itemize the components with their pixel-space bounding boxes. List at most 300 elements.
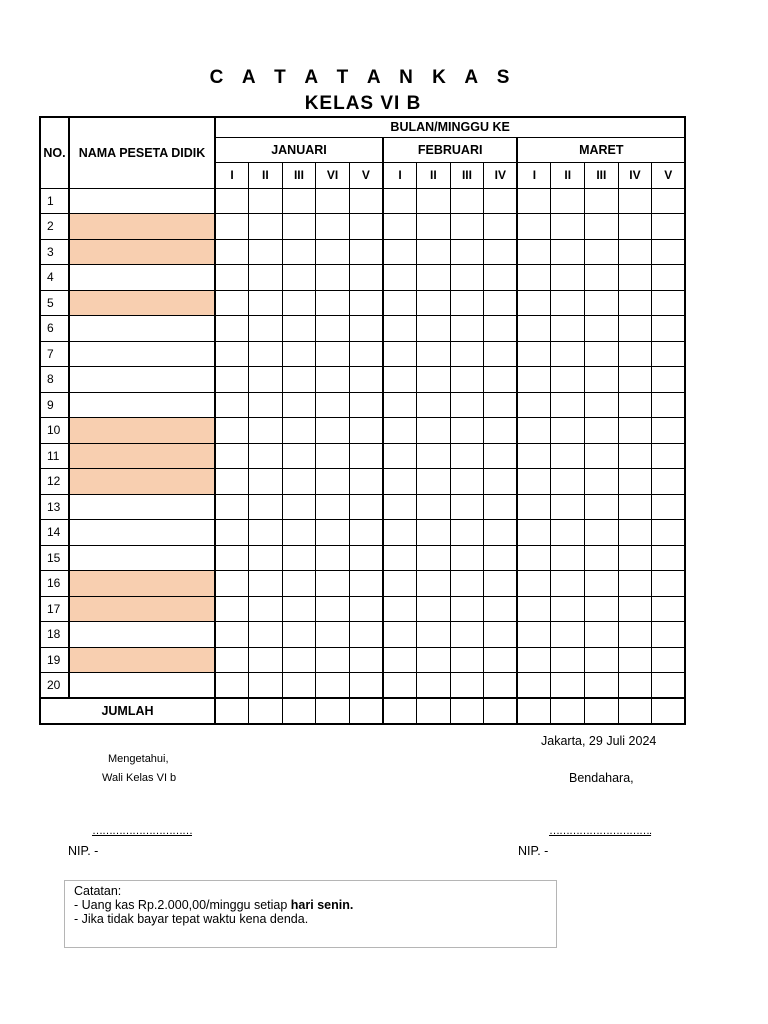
payment-cell[interactable] (316, 316, 350, 342)
payment-cell[interactable] (585, 622, 619, 648)
payment-cell[interactable] (585, 188, 619, 214)
payment-cell[interactable] (383, 443, 417, 469)
total-cell[interactable] (652, 698, 686, 724)
payment-cell[interactable] (618, 188, 652, 214)
payment-cell[interactable] (450, 341, 484, 367)
payment-cell[interactable] (618, 392, 652, 418)
payment-cell[interactable] (215, 290, 249, 316)
payment-cell[interactable] (517, 418, 551, 444)
total-cell[interactable] (349, 698, 383, 724)
total-cell[interactable] (551, 698, 585, 724)
payment-cell[interactable] (450, 520, 484, 546)
payment-cell[interactable] (551, 622, 585, 648)
payment-cell[interactable] (249, 622, 283, 648)
payment-cell[interactable] (652, 673, 686, 699)
total-cell[interactable] (585, 698, 619, 724)
payment-cell[interactable] (215, 494, 249, 520)
payment-cell[interactable] (249, 265, 283, 291)
payment-cell[interactable] (517, 188, 551, 214)
payment-cell[interactable] (450, 443, 484, 469)
payment-cell[interactable] (450, 290, 484, 316)
payment-cell[interactable] (349, 596, 383, 622)
payment-cell[interactable] (450, 392, 484, 418)
payment-cell[interactable] (585, 443, 619, 469)
payment-cell[interactable] (585, 265, 619, 291)
payment-cell[interactable] (517, 443, 551, 469)
payment-cell[interactable] (517, 494, 551, 520)
payment-cell[interactable] (383, 622, 417, 648)
payment-cell[interactable] (383, 290, 417, 316)
payment-cell[interactable] (618, 673, 652, 699)
payment-cell[interactable] (417, 188, 451, 214)
payment-cell[interactable] (484, 443, 518, 469)
payment-cell[interactable] (517, 239, 551, 265)
payment-cell[interactable] (484, 469, 518, 495)
payment-cell[interactable] (282, 494, 316, 520)
payment-cell[interactable] (215, 647, 249, 673)
payment-cell[interactable] (450, 494, 484, 520)
payment-cell[interactable] (349, 418, 383, 444)
payment-cell[interactable] (484, 316, 518, 342)
payment-cell[interactable] (316, 494, 350, 520)
payment-cell[interactable] (383, 418, 417, 444)
payment-cell[interactable] (215, 392, 249, 418)
payment-cell[interactable] (450, 239, 484, 265)
payment-cell[interactable] (450, 316, 484, 342)
payment-cell[interactable] (249, 469, 283, 495)
payment-cell[interactable] (417, 520, 451, 546)
payment-cell[interactable] (383, 239, 417, 265)
payment-cell[interactable] (282, 443, 316, 469)
payment-cell[interactable] (349, 673, 383, 699)
payment-cell[interactable] (551, 367, 585, 393)
payment-cell[interactable] (585, 367, 619, 393)
payment-cell[interactable] (551, 673, 585, 699)
total-cell[interactable] (618, 698, 652, 724)
payment-cell[interactable] (349, 469, 383, 495)
payment-cell[interactable] (484, 596, 518, 622)
payment-cell[interactable] (551, 392, 585, 418)
payment-cell[interactable] (349, 545, 383, 571)
payment-cell[interactable] (517, 265, 551, 291)
payment-cell[interactable] (249, 545, 283, 571)
payment-cell[interactable] (551, 545, 585, 571)
payment-cell[interactable] (652, 443, 686, 469)
payment-cell[interactable] (282, 265, 316, 291)
payment-cell[interactable] (316, 520, 350, 546)
payment-cell[interactable] (316, 239, 350, 265)
payment-cell[interactable] (618, 469, 652, 495)
payment-cell[interactable] (652, 367, 686, 393)
payment-cell[interactable] (383, 214, 417, 240)
payment-cell[interactable] (585, 214, 619, 240)
payment-cell[interactable] (282, 469, 316, 495)
payment-cell[interactable] (551, 494, 585, 520)
payment-cell[interactable] (349, 443, 383, 469)
student-name-cell[interactable] (69, 316, 215, 342)
payment-cell[interactable] (585, 571, 619, 597)
payment-cell[interactable] (316, 545, 350, 571)
payment-cell[interactable] (551, 265, 585, 291)
payment-cell[interactable] (215, 545, 249, 571)
payment-cell[interactable] (450, 545, 484, 571)
payment-cell[interactable] (517, 520, 551, 546)
payment-cell[interactable] (618, 596, 652, 622)
payment-cell[interactable] (215, 188, 249, 214)
payment-cell[interactable] (450, 622, 484, 648)
payment-cell[interactable] (484, 622, 518, 648)
payment-cell[interactable] (249, 316, 283, 342)
payment-cell[interactable] (585, 341, 619, 367)
payment-cell[interactable] (618, 520, 652, 546)
payment-cell[interactable] (349, 265, 383, 291)
payment-cell[interactable] (551, 520, 585, 546)
payment-cell[interactable] (383, 647, 417, 673)
payment-cell[interactable] (484, 571, 518, 597)
payment-cell[interactable] (215, 596, 249, 622)
total-cell[interactable] (383, 698, 417, 724)
payment-cell[interactable] (282, 316, 316, 342)
payment-cell[interactable] (249, 214, 283, 240)
payment-cell[interactable] (585, 647, 619, 673)
payment-cell[interactable] (618, 418, 652, 444)
payment-cell[interactable] (383, 673, 417, 699)
payment-cell[interactable] (383, 265, 417, 291)
payment-cell[interactable] (450, 571, 484, 597)
payment-cell[interactable] (215, 341, 249, 367)
payment-cell[interactable] (417, 622, 451, 648)
student-name-cell[interactable] (69, 545, 215, 571)
payment-cell[interactable] (585, 418, 619, 444)
payment-cell[interactable] (484, 290, 518, 316)
payment-cell[interactable] (517, 622, 551, 648)
student-name-cell[interactable] (69, 571, 215, 597)
payment-cell[interactable] (652, 418, 686, 444)
payment-cell[interactable] (618, 239, 652, 265)
payment-cell[interactable] (585, 392, 619, 418)
student-name-cell[interactable] (69, 469, 215, 495)
total-cell[interactable] (282, 698, 316, 724)
payment-cell[interactable] (282, 392, 316, 418)
payment-cell[interactable] (417, 494, 451, 520)
total-cell[interactable] (484, 698, 518, 724)
payment-cell[interactable] (316, 290, 350, 316)
total-cell[interactable] (215, 698, 249, 724)
payment-cell[interactable] (450, 367, 484, 393)
payment-cell[interactable] (585, 545, 619, 571)
payment-cell[interactable] (316, 341, 350, 367)
payment-cell[interactable] (249, 571, 283, 597)
payment-cell[interactable] (249, 596, 283, 622)
student-name-cell[interactable] (69, 673, 215, 699)
payment-cell[interactable] (417, 571, 451, 597)
payment-cell[interactable] (585, 596, 619, 622)
payment-cell[interactable] (551, 647, 585, 673)
payment-cell[interactable] (618, 622, 652, 648)
student-name-cell[interactable] (69, 239, 215, 265)
payment-cell[interactable] (249, 341, 283, 367)
payment-cell[interactable] (249, 239, 283, 265)
payment-cell[interactable] (349, 494, 383, 520)
payment-cell[interactable] (484, 239, 518, 265)
payment-cell[interactable] (417, 469, 451, 495)
payment-cell[interactable] (215, 316, 249, 342)
payment-cell[interactable] (585, 469, 619, 495)
student-name-cell[interactable] (69, 214, 215, 240)
payment-cell[interactable] (316, 647, 350, 673)
student-name-cell[interactable] (69, 341, 215, 367)
student-name-cell[interactable] (69, 520, 215, 546)
payment-cell[interactable] (282, 596, 316, 622)
payment-cell[interactable] (585, 290, 619, 316)
student-name-cell[interactable] (69, 265, 215, 291)
payment-cell[interactable] (517, 214, 551, 240)
payment-cell[interactable] (417, 647, 451, 673)
payment-cell[interactable] (517, 469, 551, 495)
payment-cell[interactable] (349, 520, 383, 546)
payment-cell[interactable] (249, 673, 283, 699)
total-cell[interactable] (450, 698, 484, 724)
payment-cell[interactable] (517, 545, 551, 571)
payment-cell[interactable] (417, 596, 451, 622)
payment-cell[interactable] (585, 520, 619, 546)
payment-cell[interactable] (551, 443, 585, 469)
payment-cell[interactable] (551, 469, 585, 495)
payment-cell[interactable] (282, 290, 316, 316)
payment-cell[interactable] (215, 418, 249, 444)
payment-cell[interactable] (450, 647, 484, 673)
payment-cell[interactable] (316, 673, 350, 699)
payment-cell[interactable] (585, 316, 619, 342)
payment-cell[interactable] (484, 647, 518, 673)
payment-cell[interactable] (215, 214, 249, 240)
payment-cell[interactable] (484, 265, 518, 291)
payment-cell[interactable] (417, 341, 451, 367)
payment-cell[interactable] (282, 214, 316, 240)
payment-cell[interactable] (517, 392, 551, 418)
payment-cell[interactable] (652, 469, 686, 495)
payment-cell[interactable] (316, 571, 350, 597)
payment-cell[interactable] (652, 341, 686, 367)
payment-cell[interactable] (316, 418, 350, 444)
payment-cell[interactable] (652, 520, 686, 546)
payment-cell[interactable] (551, 341, 585, 367)
payment-cell[interactable] (282, 571, 316, 597)
payment-cell[interactable] (484, 367, 518, 393)
payment-cell[interactable] (417, 392, 451, 418)
payment-cell[interactable] (249, 367, 283, 393)
payment-cell[interactable] (417, 418, 451, 444)
payment-cell[interactable] (417, 239, 451, 265)
payment-cell[interactable] (517, 571, 551, 597)
payment-cell[interactable] (349, 239, 383, 265)
payment-cell[interactable] (484, 392, 518, 418)
payment-cell[interactable] (215, 571, 249, 597)
payment-cell[interactable] (215, 265, 249, 291)
payment-cell[interactable] (618, 341, 652, 367)
payment-cell[interactable] (282, 341, 316, 367)
student-name-cell[interactable] (69, 596, 215, 622)
payment-cell[interactable] (484, 545, 518, 571)
payment-cell[interactable] (349, 392, 383, 418)
payment-cell[interactable] (618, 571, 652, 597)
payment-cell[interactable] (450, 418, 484, 444)
payment-cell[interactable] (349, 316, 383, 342)
payment-cell[interactable] (383, 571, 417, 597)
payment-cell[interactable] (215, 469, 249, 495)
payment-cell[interactable] (417, 290, 451, 316)
payment-cell[interactable] (282, 520, 316, 546)
payment-cell[interactable] (316, 596, 350, 622)
payment-cell[interactable] (383, 545, 417, 571)
payment-cell[interactable] (282, 622, 316, 648)
payment-cell[interactable] (484, 341, 518, 367)
payment-cell[interactable] (349, 214, 383, 240)
payment-cell[interactable] (484, 673, 518, 699)
payment-cell[interactable] (282, 418, 316, 444)
payment-cell[interactable] (249, 494, 283, 520)
payment-cell[interactable] (417, 673, 451, 699)
payment-cell[interactable] (417, 265, 451, 291)
student-name-cell[interactable] (69, 367, 215, 393)
payment-cell[interactable] (652, 622, 686, 648)
student-name-cell[interactable] (69, 290, 215, 316)
total-cell[interactable] (417, 698, 451, 724)
payment-cell[interactable] (652, 316, 686, 342)
payment-cell[interactable] (517, 596, 551, 622)
payment-cell[interactable] (383, 188, 417, 214)
student-name-cell[interactable] (69, 443, 215, 469)
payment-cell[interactable] (282, 545, 316, 571)
payment-cell[interactable] (316, 265, 350, 291)
payment-cell[interactable] (215, 443, 249, 469)
payment-cell[interactable] (618, 494, 652, 520)
student-name-cell[interactable] (69, 392, 215, 418)
payment-cell[interactable] (249, 392, 283, 418)
payment-cell[interactable] (484, 494, 518, 520)
payment-cell[interactable] (215, 622, 249, 648)
payment-cell[interactable] (249, 647, 283, 673)
payment-cell[interactable] (383, 316, 417, 342)
payment-cell[interactable] (652, 596, 686, 622)
payment-cell[interactable] (282, 647, 316, 673)
payment-cell[interactable] (316, 443, 350, 469)
total-cell[interactable] (316, 698, 350, 724)
payment-cell[interactable] (383, 596, 417, 622)
payment-cell[interactable] (551, 316, 585, 342)
total-cell[interactable] (517, 698, 551, 724)
payment-cell[interactable] (551, 214, 585, 240)
payment-cell[interactable] (383, 469, 417, 495)
payment-cell[interactable] (417, 367, 451, 393)
payment-cell[interactable] (585, 673, 619, 699)
payment-cell[interactable] (450, 469, 484, 495)
payment-cell[interactable] (517, 673, 551, 699)
payment-cell[interactable] (349, 188, 383, 214)
payment-cell[interactable] (215, 367, 249, 393)
payment-cell[interactable] (349, 571, 383, 597)
payment-cell[interactable] (316, 367, 350, 393)
payment-cell[interactable] (484, 418, 518, 444)
student-name-cell[interactable] (69, 622, 215, 648)
payment-cell[interactable] (618, 290, 652, 316)
payment-cell[interactable] (652, 545, 686, 571)
payment-cell[interactable] (417, 214, 451, 240)
student-name-cell[interactable] (69, 494, 215, 520)
payment-cell[interactable] (551, 418, 585, 444)
payment-cell[interactable] (417, 545, 451, 571)
payment-cell[interactable] (517, 367, 551, 393)
payment-cell[interactable] (383, 392, 417, 418)
payment-cell[interactable] (652, 571, 686, 597)
payment-cell[interactable] (450, 188, 484, 214)
payment-cell[interactable] (517, 316, 551, 342)
payment-cell[interactable] (618, 647, 652, 673)
payment-cell[interactable] (484, 214, 518, 240)
payment-cell[interactable] (316, 392, 350, 418)
payment-cell[interactable] (517, 647, 551, 673)
payment-cell[interactable] (383, 494, 417, 520)
payment-cell[interactable] (316, 188, 350, 214)
payment-cell[interactable] (282, 188, 316, 214)
payment-cell[interactable] (618, 316, 652, 342)
payment-cell[interactable] (652, 647, 686, 673)
payment-cell[interactable] (249, 443, 283, 469)
payment-cell[interactable] (450, 673, 484, 699)
payment-cell[interactable] (652, 494, 686, 520)
payment-cell[interactable] (450, 265, 484, 291)
payment-cell[interactable] (417, 443, 451, 469)
payment-cell[interactable] (282, 239, 316, 265)
payment-cell[interactable] (316, 469, 350, 495)
payment-cell[interactable] (383, 520, 417, 546)
payment-cell[interactable] (652, 214, 686, 240)
payment-cell[interactable] (215, 520, 249, 546)
payment-cell[interactable] (652, 290, 686, 316)
payment-cell[interactable] (484, 520, 518, 546)
payment-cell[interactable] (349, 341, 383, 367)
payment-cell[interactable] (349, 290, 383, 316)
student-name-cell[interactable] (69, 188, 215, 214)
payment-cell[interactable] (349, 622, 383, 648)
payment-cell[interactable] (249, 290, 283, 316)
student-name-cell[interactable] (69, 647, 215, 673)
payment-cell[interactable] (517, 341, 551, 367)
payment-cell[interactable] (551, 290, 585, 316)
payment-cell[interactable] (215, 239, 249, 265)
payment-cell[interactable] (517, 290, 551, 316)
payment-cell[interactable] (349, 367, 383, 393)
total-cell[interactable] (249, 698, 283, 724)
payment-cell[interactable] (249, 520, 283, 546)
payment-cell[interactable] (585, 239, 619, 265)
payment-cell[interactable] (618, 214, 652, 240)
payment-cell[interactable] (450, 214, 484, 240)
payment-cell[interactable] (618, 545, 652, 571)
student-name-cell[interactable] (69, 418, 215, 444)
payment-cell[interactable] (551, 571, 585, 597)
payment-cell[interactable] (215, 673, 249, 699)
payment-cell[interactable] (618, 367, 652, 393)
payment-cell[interactable] (316, 622, 350, 648)
payment-cell[interactable] (652, 239, 686, 265)
payment-cell[interactable] (618, 443, 652, 469)
payment-cell[interactable] (417, 316, 451, 342)
payment-cell[interactable] (551, 596, 585, 622)
payment-cell[interactable] (652, 188, 686, 214)
payment-cell[interactable] (383, 367, 417, 393)
payment-cell[interactable] (282, 367, 316, 393)
